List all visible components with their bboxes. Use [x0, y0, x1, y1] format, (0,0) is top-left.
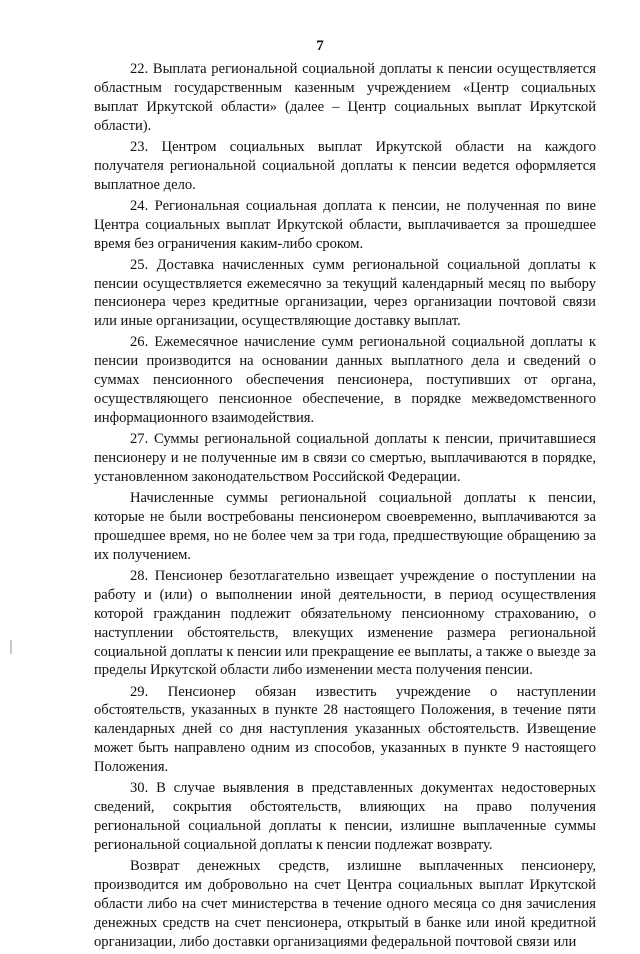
paragraph-27-continued: Начисленные суммы региональной социальной доплаты к пенсии, которые не были востребованы пенсионером своевременно, выплачиваются за прошедшее время, но не более чем за три года, предшествующие обращению за их получением.: [94, 490, 596, 563]
paragraph-29: 29. Пенсионер обязан известить учреждение о наступлении обстоятельств, указанных в пункте 28 настоящего Положения, в течение пяти календарных дней со дня наступления указанных обстоятельств. Извещение может быть направлено одним из способов, указанных в пункте 9 настоящего Положения.: [94, 683, 596, 776]
paragraph-24: 24. Региональная социальная доплата к пенсии, не полученная по вине Центра социальных выплат Иркутской области, выплачивается за прошедшее время без ограничения каким-либо сроком.: [94, 197, 596, 252]
paragraph-26: 26. Ежемесячное начисление сумм региональной социальной доплаты к пенсии производится на основании данных выплатного дела и сведений о суммах пенсионного обеспечения пенсионера, поступивших от органа, осуществляющего пенсионное обеспечение, в порядке межведомственного информационного взаимодействия.: [94, 334, 596, 427]
paragraph-25: 25. Доставка начисленных сумм региональной социальной доплаты к пенсии осуществляется ежемесячно за текущий календарный месяц по выбору пенсионера через кредитные организации, через организации почтовой связи или иные организации, осуществляющие доставку выплат.: [94, 256, 596, 330]
paragraph-27: 27. Суммы региональной социальной доплаты к пенсии, причитавшиеся пенсионеру и не полученные им в связи со смертью, выплачиваются в порядке, установленном законодательством Российской Федерации.: [94, 431, 596, 485]
paragraph-22: 22. Выплата региональной социальной доплаты к пенсии осуществляется областным государственным казенным учреждением «Центр социальных выплат Иркутской области» (далее – Центр социальных выплат Иркутской области).: [94, 61, 596, 134]
paragraph-28: 28. Пенсионер безотлагательно извещает учреждение о поступлении на работу и (или) о выполнении иной деятельности, в период осуществления которой гражданин подлежит обязательному пенсионному страхованию, о наступлении обстоятельств, влекущих изменение размера региональной социальной доплаты к пенсии или прекращение ее выплаты, а также о выезде за пределы Иркутской области либо изменении места получения пенсии.: [94, 567, 596, 679]
scan-margin-mark: [10, 640, 12, 654]
paragraph-23: 23. Центром социальных выплат Иркутской области на каждого получателя региональной социальной доплаты к пенсии ведется оформляется выплатное дело.: [94, 138, 596, 193]
paragraph-30-continued: Возврат денежных средств, излишне выплаченных пенсионеру, производится им добровольно на счет Центра социальных выплат Иркутской области либо на счет министерства в течение одного месяца со дня зачисления денежных средств на счет пенсионера, открытый в банке или иной кредитной организации, либо доставки организациями федеральной почтовой связи или: [94, 858, 596, 950]
document-body: [94, 60, 596, 954]
paragraph-30: 30. В случае выявления в представленных документах недостоверных сведений, сокрытия обстоятельств, влияющих на право получения региональной социальной доплаты к пенсии, излишне выплаченные суммы региональной социальной доплаты к пенсии подлежат возврату.: [94, 780, 596, 853]
page-number: 7: [316, 38, 324, 54]
